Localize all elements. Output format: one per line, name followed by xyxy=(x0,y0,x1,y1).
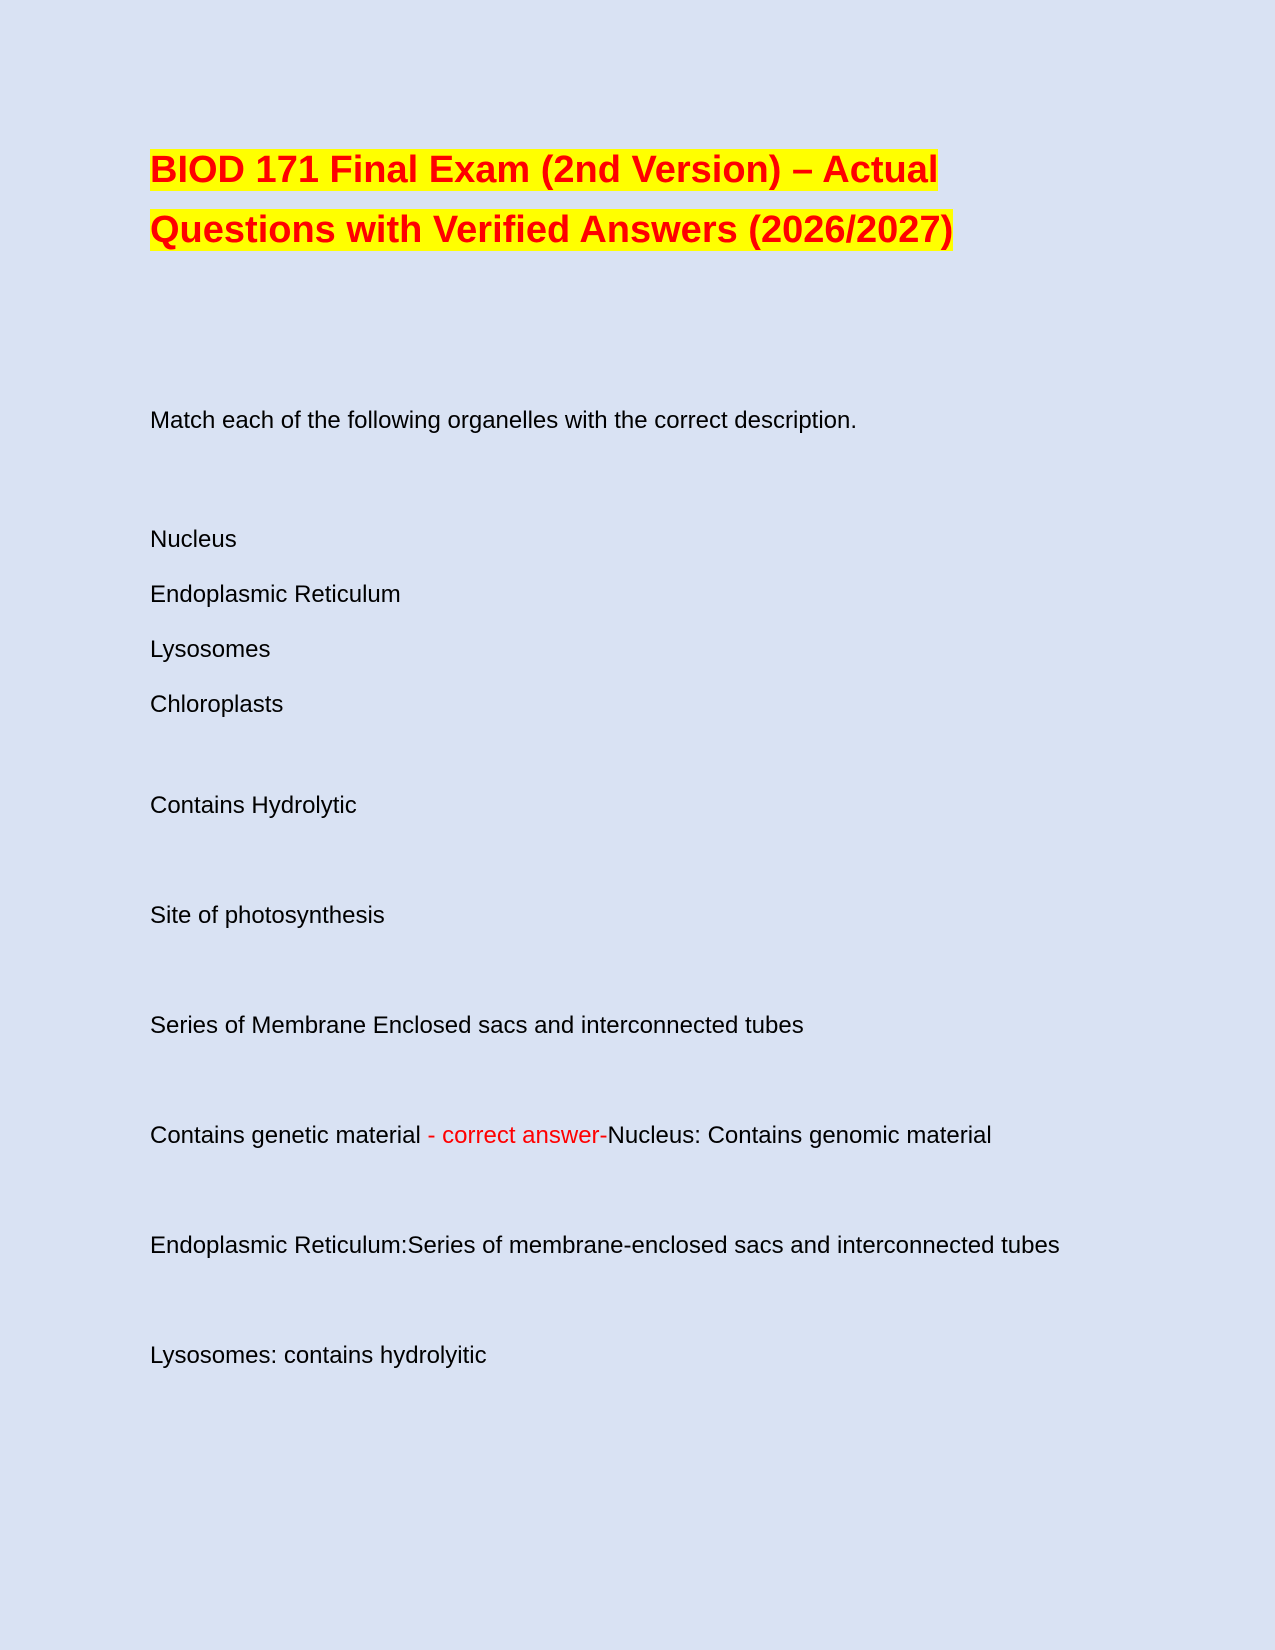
description-photosynthesis: Site of photosynthesis xyxy=(150,902,385,929)
organelle-lysosomes: Lysosomes xyxy=(150,636,271,663)
description-hydrolytic: Contains Hydrolytic xyxy=(150,792,357,819)
organelle-nucleus: Nucleus xyxy=(150,526,237,553)
description-membrane-sacs: Series of Membrane Enclosed sacs and interconnected tubes xyxy=(150,1012,804,1039)
document-page xyxy=(150,140,1110,1375)
organelle-endoplasmic-reticulum: Endoplasmic Reticulum xyxy=(150,581,401,608)
organelle-list xyxy=(150,512,1110,732)
correct-answer-marker: - correct answer- xyxy=(427,1122,608,1149)
answer-text: Nucleus: Contains genomic material xyxy=(607,1122,992,1149)
answer-endoplasmic-reticulum: Endoplasmic Reticulum:Series of membrane-enclosed sacs and interconnected tubes xyxy=(150,1232,1060,1259)
question-prompt: Match each of the following organelles with the correct description. xyxy=(150,407,858,434)
answer-line-genetic-material xyxy=(150,1117,1110,1155)
title-text: BIOD 171 Final Exam (2nd Version) – Actual Questions with Verified Answers (2026/2027) xyxy=(150,149,954,251)
organelle-chloroplasts: Chloroplasts xyxy=(150,691,284,718)
answer-question: Contains genetic material xyxy=(150,1122,428,1149)
answer-lysosomes: Lysosomes: contains hydrolyitic xyxy=(150,1342,487,1369)
document-title xyxy=(150,140,1050,260)
